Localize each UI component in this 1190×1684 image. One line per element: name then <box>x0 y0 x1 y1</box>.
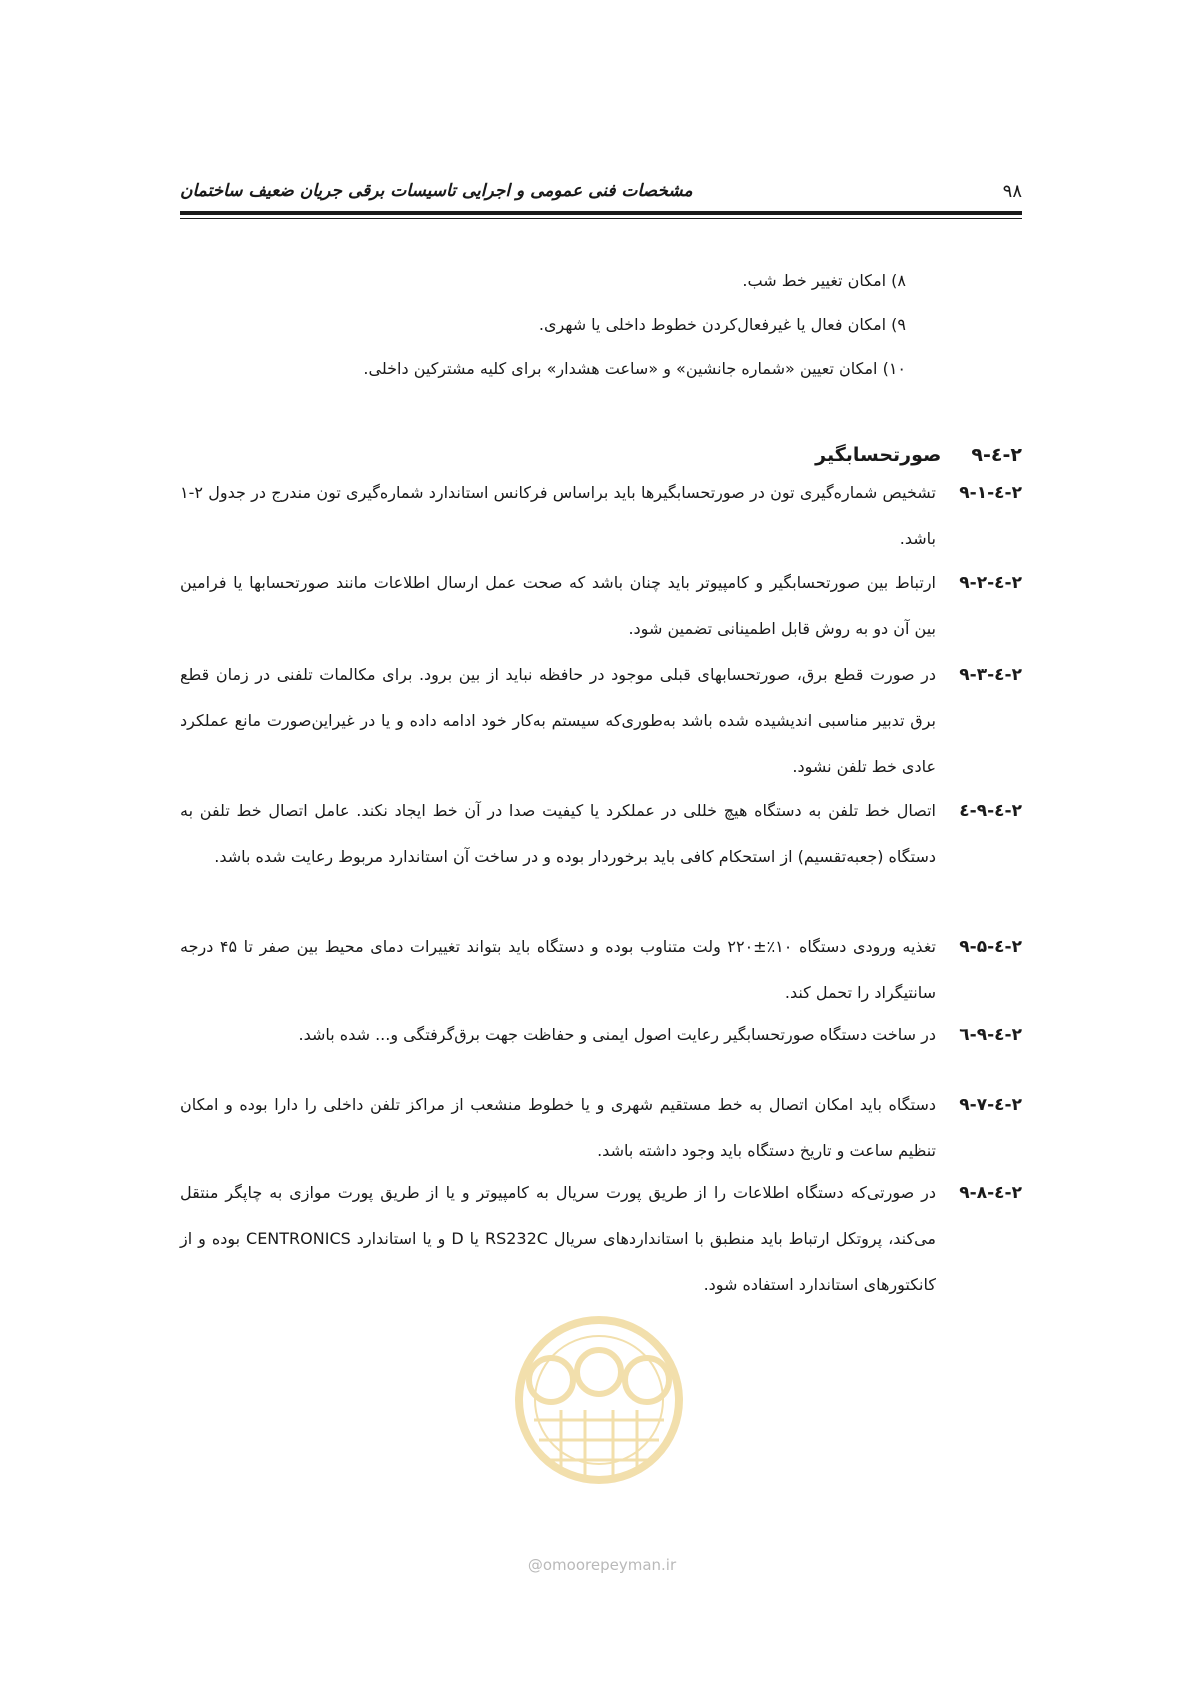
running-title: مشخصات فنی عمومی و اجرایی تاسیسات برقی جریان ضعیف ساختمان <box>180 181 693 201</box>
clause-number: ۲-٤-۹-۷ <box>959 1095 1022 1115</box>
clause-text: اتصال خط تلفن به دستگاه هیچ خللی در عملکرد یا کیفیت صدا در آن خط ایجاد نکند. عامل اتصال خط تلفن به دستگاه (جعبه‌تقسیم) از استحکام کافی باید برخوردار بوده و در ساخت آن استاندارد مربوط رعایت شده باشد. <box>180 801 936 866</box>
clause-number: ۲-٤-۹-٦ <box>959 1025 1022 1045</box>
clause <box>180 924 1022 1016</box>
section-number: ۲-٤-۹ <box>971 444 1022 466</box>
clause-text: در صورت قطع برق، صورتحسابهای قبلی موجود در حافظه نباید از بین برود. برای مکالمات تلفنی در زمان قطع برق تدبیر مناسبی اندیشیده شده باشد به‌طوری‌که سیستم به‌کار خود ادامه داده و یا در غیراین‌صورت مانع عملکرد عادی خط تلفن نشود. <box>180 665 936 776</box>
page-number: ۹۸ <box>1002 180 1022 202</box>
header-rule-thin <box>180 218 1022 219</box>
clause-number: ۲-٤-۹-۳ <box>959 665 1022 685</box>
clause-text: در ساخت دستگاه صورتحسابگیر رعایت اصول ایمنی و حفاظت جهت برق‌گرفتگی و... شده باشد. <box>298 1025 936 1044</box>
clause <box>180 1170 1022 1308</box>
clause <box>180 652 1022 790</box>
watermark-caption: @omoorepeyman.ir <box>527 1556 677 1574</box>
list-item: ۹) امکان فعال یا غیرفعال‌کردن خطوط داخلی یا شهری. <box>538 315 906 334</box>
clause <box>180 1082 1022 1174</box>
clause-number: ۲-٤-۹-۸ <box>959 1183 1022 1203</box>
clause <box>180 560 1022 652</box>
section-title: صورتحسابگیر <box>815 444 942 466</box>
clause-number: ۲-٤-۹-۱ <box>959 483 1022 503</box>
clause-text: تغذیه ورودی دستگاه ۱۰٪±۲۲۰ ولت متناوب بوده و دستگاه باید بتواند تغییرات دمای محیط بین صفر تا ۴۵ درجه سانتیگراد را تحمل کند. <box>180 937 936 1002</box>
clause-number: ۲-٤-۹-۵ <box>959 937 1022 957</box>
clause <box>180 1012 1022 1058</box>
watermark-seal <box>489 1310 709 1570</box>
clause <box>180 470 1022 562</box>
page-header <box>180 178 1022 204</box>
header-rule-thick <box>180 211 1022 215</box>
clause-text: تشخیص شماره‌گیری تون در صورتحسابگیرها باید براساس فرکانس استاندارد شماره‌گیری تون مندرج در جدول ۲-۱ باشد. <box>180 483 936 548</box>
section-heading <box>722 444 1022 466</box>
numbered-list <box>363 265 906 397</box>
clause <box>180 788 1022 880</box>
clause-text: دستگاه باید امکان اتصال به خط مستقیم شهری و یا خطوط منشعب از مراکز تلفن داخلی را دارا بوده و امکان تنظیم ساعت و تاریخ دستگاه باید وجود داشته باشد. <box>180 1095 936 1160</box>
clause-text: در صورتی‌که دستگاه اطلاعات را از طریق پورت سریال به کامپیوتر و یا از طریق پورت موازی به چاپگر منتقل می‌کند، پروتکل ارتباط باید منطبق با استانداردهای سریال RS232C یا D و یا استاندارد CENTRONICS بوده و از کانکتورهای استاندارد استفاده شود. <box>180 1183 937 1294</box>
clause-text: ارتباط بین صورتحسابگیر و کامپیوتر باید چنان باشد که صحت عمل ارسال اطلاعات مانند صورتحسابها یا فرامین بین آن دو به روش قابل اطمینانی تضمین شود. <box>180 573 936 638</box>
clause-number: ۲-٤-۹-٤ <box>959 801 1022 821</box>
list-item: ۱۰) امکان تعیین «شماره جانشین» و «ساعت هشدار» برای کلیه مشترکین داخلی. <box>363 359 906 378</box>
list-item: ۸) امکان تغییر خط شب. <box>742 271 906 290</box>
clause-number: ۲-٤-۹-۲ <box>959 573 1022 593</box>
